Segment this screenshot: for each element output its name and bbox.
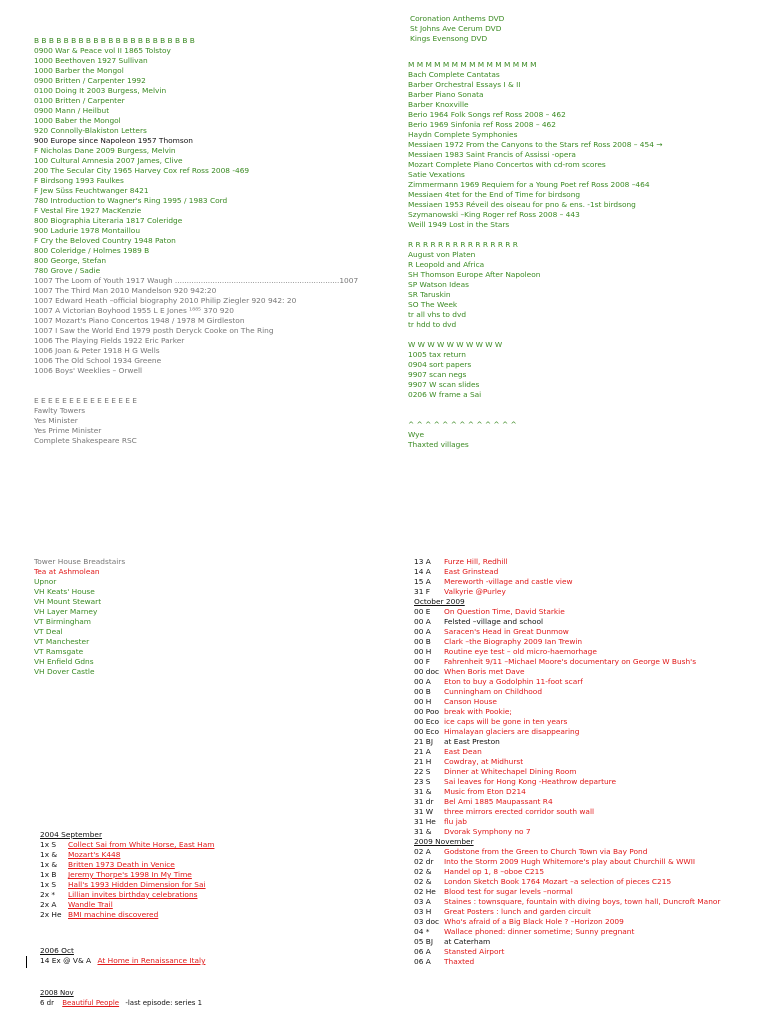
november-2008-heading: 2008 Nov [40, 989, 74, 997]
entry-text: Who's afraid of a Big Black Hole ? –Horizon 2009 [444, 917, 624, 926]
entry-prefix: 31 W [414, 807, 434, 816]
text-cursor [26, 956, 27, 968]
list-item: Kings Evensong DVD [410, 34, 488, 43]
entry-text: Cunningham on Childhood [444, 687, 543, 696]
list-item [414, 897, 764, 907]
list-item [40, 900, 400, 910]
list-item: Zimmermann 1969 Requiem for a Young Poet ref Ross 2008 –464 [408, 180, 650, 189]
entry-prefix: 00 Eco [414, 717, 440, 726]
list-item: Szymanowski –King Roger ref Ross 2008 – 443 [408, 210, 580, 219]
list-item: 780 Introduction to Wagner's Ring 1995 / 1983 Cord [34, 196, 228, 205]
list-item [414, 907, 764, 917]
list-item: 0900 Britten / Carpenter 1992 [34, 76, 146, 85]
list-item: VH Enfield Gdns [34, 657, 94, 666]
entry-prefix: 00 Poo [414, 707, 439, 716]
entry-prefix: 00 Eco [414, 727, 440, 736]
list-item: F Nicholas Dane 2009 Burgess, Melvin [34, 146, 176, 155]
entry-prefix: 00 A [414, 627, 431, 636]
bottom-left-column [34, 557, 394, 677]
entry-prefix: 00 A [414, 677, 431, 686]
entry-prefix: 31 F [414, 587, 431, 596]
section-heading: 2009 November [414, 837, 474, 846]
entry-prefix: 03 A [414, 897, 431, 906]
list-item: 200 The Secular City 1965 Harvey Cox ref Ross 2008 -469 [34, 166, 250, 175]
list-item: 1007 Mozart's Piano Concertos 1948 / 1978 M Girdleston [34, 316, 245, 325]
entry-prefix: 06 A [414, 947, 431, 956]
list-item: W W W W W W W W W W [408, 340, 503, 349]
entry-text: Dvorak Symphony no 7 [444, 827, 531, 836]
entry-text: Clark –the Biography 2009 Ian Trewin [444, 637, 583, 646]
list-item [414, 927, 764, 937]
entry-prefix: 02 & [414, 867, 432, 876]
list-item [34, 386, 394, 396]
list-item: 1005 tax return [408, 350, 466, 359]
list-item [414, 847, 764, 857]
september-2004-section [40, 830, 400, 920]
list-item: R Leopold and Africa [408, 260, 485, 269]
entry-prefix: 21 A [414, 747, 431, 756]
list-item [414, 807, 764, 817]
list-item [414, 857, 764, 867]
entry-prefix: 02 dr [414, 857, 434, 866]
list-item: 0100 Doing It 2003 Burgess, Melvin [34, 86, 167, 95]
list-item: 1007 The Third Man 2010 Mandelson 920 942:20 [34, 286, 217, 295]
entry-text: East Dean [444, 747, 482, 756]
list-item: SH Thomson Europe After Napoleon [408, 270, 541, 279]
list-item: 9907 scan negs [408, 370, 467, 379]
list-item [40, 860, 400, 870]
entry-prefix: 15 A [414, 577, 431, 586]
list-item: Fawlty Towers [34, 406, 86, 415]
entry-prefix: 31 & [414, 827, 432, 836]
entry-text: Fahrenheit 9/11 –Michael Moore's documentary on George W Bush's [444, 657, 697, 666]
list-item [40, 870, 400, 880]
entry-text: Stansted Airport [444, 947, 505, 956]
list-item: Thaxted villages [408, 440, 469, 449]
list-item: 1006 Joan & Peter 1918 H G Wells [34, 346, 160, 355]
list-item: F Vestal Fire 1927 MacKenzie [34, 206, 142, 215]
entry-link[interactable]: BMI machine discovered [68, 910, 159, 919]
list-item: Berio 1969 Sinfonia ref Ross 2008 – 462 [408, 120, 556, 129]
entry-prefix: 1x & [40, 860, 58, 869]
list-item: 800 Coleridge / Holmes 1989 B [34, 246, 150, 255]
september-2004-heading: 2004 September [40, 830, 103, 839]
entry-text: Into the Storm 2009 Hugh Whitemore's play about Churchill & WWII [444, 857, 696, 866]
list-item: SO The Week [408, 300, 458, 309]
list-item [414, 827, 764, 837]
entry-text: Saracen's Head in Great Dunmow [444, 627, 569, 636]
list-item: B B B B B B B B B B B B B B B B B B B B B B [34, 36, 195, 45]
list-item: tr all vhs to dvd [408, 310, 467, 319]
list-item: M M M M M M M M M M M M M M M [408, 60, 537, 69]
entry-link[interactable]: Hall's 1993 Hidden Dimension for Sai [68, 880, 206, 889]
list-item: Messiaen 1983 Saint Francis of Assissi -opera [408, 150, 576, 159]
list-item [414, 557, 764, 567]
top-right-header [410, 14, 750, 44]
list-item [414, 667, 764, 677]
list-item [414, 817, 764, 827]
list-item: 0100 Britten / Carpenter [34, 96, 125, 105]
entry-prefix: 00 H [414, 647, 432, 656]
list-item: Barber Piano Sonata [408, 90, 484, 99]
entry-text: at East Preston [444, 737, 500, 746]
entry-prefix: 23 S [414, 777, 431, 786]
list-item [414, 887, 764, 897]
list-item: 1000 Barber the Mongol [34, 66, 124, 75]
entry-prefix: 1x S [40, 880, 57, 889]
entry-text: Staines : townsquare, fountain with diving boys, town hall, Duncroft Manor [444, 897, 721, 906]
entry-prefix: 1x & [40, 850, 58, 859]
list-item: E E E E E E E E E E E E E E E [34, 396, 137, 405]
list-item [414, 777, 764, 787]
list-item: tr hdd to dvd [408, 320, 457, 329]
entry-prefix: 02 A [414, 847, 431, 856]
bottom-right-column [414, 557, 764, 967]
list-item: VH Mount Stewart [34, 597, 102, 606]
entry-text: When Boris met Dave [444, 667, 525, 676]
entry-text: East Grinstead [444, 567, 499, 576]
entry-text: Mereworth -village and castle view [444, 577, 573, 586]
entry-prefix: 31 & [414, 787, 432, 796]
list-item: 1007 Edward Heath –official biography 2010 Philip Ziegler 920 942: 20 [34, 296, 297, 305]
entry-prefix: 22 S [414, 767, 431, 776]
entry-link[interactable]: Collect Sai from White Horse, East Ham [68, 840, 215, 849]
list-item: VH Layer Marney [34, 607, 98, 616]
list-item: 1006 The Playing Fields 1922 Eric Parker [34, 336, 185, 345]
list-item: 0900 Mann / Heilbut [34, 106, 110, 115]
list-item: VH Keats' House [34, 587, 95, 596]
entry-prefix: 00 B [414, 687, 431, 696]
list-item [414, 687, 764, 697]
october-2006-entry [40, 956, 400, 966]
list-item [40, 840, 400, 850]
list-item: Yes Prime Minister [34, 426, 102, 435]
list-item [414, 677, 764, 687]
entry-prefix: 00 B [414, 637, 431, 646]
november-2008-section [40, 988, 400, 1008]
list-item: Mozart Complete Piano Concertos with cd-rom scores [408, 160, 606, 169]
list-item: 1006 The Old School 1934 Greene [34, 356, 162, 365]
list-item: 800 Biographia Literaria 1817 Coleridge [34, 216, 183, 225]
entry-prefix: 00 F [414, 657, 431, 666]
entry-link[interactable]: Beautiful People [62, 999, 120, 1007]
entry-text: at Caterham [444, 937, 491, 946]
list-item [414, 577, 764, 587]
list-item: 1000 Beethoven 1927 Sullivan [34, 56, 148, 65]
list-item [40, 890, 400, 900]
list-item: Weill 1949 Lost in the Stars [408, 220, 510, 229]
entry-suffix: -last episode: series 1 [125, 999, 203, 1007]
entry-link[interactable]: At Home in Renaissance Italy [97, 956, 206, 965]
list-item: 800 George, Stefan [34, 256, 107, 265]
entry-text: Canson House [444, 697, 497, 706]
list-item [414, 697, 764, 707]
entry-link[interactable]: Jeremy Thorpe's 1998 In My Time [68, 870, 192, 879]
list-item: VT Ramsgate [34, 647, 84, 656]
entry-prefix: 00 A [414, 617, 431, 626]
list-item: Barber Knoxville [408, 100, 469, 109]
entry-text: London Sketch Book 1764 Mozart –a selection of pieces C215 [444, 877, 672, 886]
list-item: ^ ^ ^ ^ ^ ^ ^ ^ ^ ^ ^ ^ ^ [408, 420, 517, 429]
list-item: Upnor [34, 577, 57, 586]
list-item: 0900 War & Peace vol II 1865 Tolstoy [34, 46, 171, 55]
list-item [414, 617, 764, 627]
entry-prefix: 00 doc [414, 667, 440, 676]
top-left-column [34, 36, 394, 446]
list-item [414, 717, 764, 727]
list-item: Coronation Anthems DVD [410, 14, 505, 23]
list-item: St Johns Ave Cerum DVD [410, 24, 502, 33]
list-item [40, 850, 400, 860]
list-item [414, 737, 764, 747]
list-item: VT Birmingham [34, 617, 91, 626]
entry-prefix: 05 BJ [414, 937, 434, 946]
entry-prefix: 2x A [40, 900, 57, 909]
list-item [414, 627, 764, 637]
list-item: 780 Grove / Sadie [34, 266, 101, 275]
list-item: 900 Europe since Napoleon 1957 Thomson [34, 136, 193, 145]
list-item: Messiaen 1972 From the Canyons to the Stars ref Ross 2008 – 454 → [408, 140, 663, 149]
list-item [414, 767, 764, 777]
list-item [414, 947, 764, 957]
list-item [414, 747, 764, 757]
list-item: Messiaen 4tet for the End of Time for birdsong [408, 190, 581, 199]
entry-text: break with Pookie; [444, 707, 512, 716]
list-item: 1000 Baber the Mongol [34, 116, 121, 125]
list-item [414, 637, 764, 647]
entry-link[interactable]: Lillian invites birthday celebrations [68, 890, 198, 899]
entry-prefix: 1x S [40, 840, 57, 849]
list-item [40, 910, 400, 920]
entry-text: Blood test for sugar levels –normal [444, 887, 573, 896]
entry-text: Felsted –village and school [444, 617, 544, 626]
entry-text: Dinner at Whitechapel Dining Room [444, 767, 577, 776]
list-item [414, 797, 764, 807]
list-item [34, 376, 394, 386]
entry-prefix: 03 H [414, 907, 432, 916]
entry-text: Music from Eton D214 [444, 787, 526, 796]
list-item: Satie Vexations [408, 170, 465, 179]
entry-prefix: 2x He [40, 910, 62, 919]
list-item: 9907 W scan slides [408, 380, 480, 389]
entry-text: Great Posters : lunch and garden circuit [444, 907, 591, 916]
entry-prefix: 31 He [414, 817, 436, 826]
list-item: VT Manchester [34, 637, 90, 646]
list-item [414, 917, 764, 927]
top-right-column [408, 60, 758, 450]
entry-prefix: 14 Ex @ V& A [40, 956, 92, 965]
entry-text: Cowdray, at Midhurst [444, 757, 524, 766]
entry-text: Himalayan glaciers are disappearing [444, 727, 580, 736]
entry-text: Godstone from the Green to Church Town via Bay Pond [444, 847, 648, 856]
list-item: 1007 A Victorian Boyhood 1955 L E Jones ¹⁸⁸⁵ 370 920 [34, 306, 234, 315]
entry-prefix: 14 A [414, 567, 431, 576]
list-item [414, 787, 764, 797]
entry-text: flu jab [444, 817, 467, 826]
list-item: Barber Orchestral Essays I & II [408, 80, 521, 89]
list-item [408, 400, 758, 410]
entry-prefix: 02 He [414, 887, 436, 896]
entry-text: Thaxted [444, 957, 475, 966]
entry-text: ice caps will be gone in ten years [444, 717, 568, 726]
entry-text: Eton to buy a Godolphin 11-foot scarf [444, 677, 583, 686]
entry-text: Wallace phoned: dinner sometime; Sunny pregnant [444, 927, 635, 936]
list-item [414, 567, 764, 577]
entry-prefix: 13 A [414, 557, 431, 566]
list-item [414, 757, 764, 767]
entry-text: Sai leaves for Hong Kong -Heathrow departure [444, 777, 617, 786]
list-item: Tea at Ashmolean [34, 567, 100, 576]
list-item: 900 Ladurie 1978 Montaillou [34, 226, 140, 235]
list-item: Tower House Breadstairs [34, 557, 126, 566]
entry-prefix: 6 dr [40, 999, 54, 1007]
list-item: 1007 The Loom of Youth 1917 Waugh ......................................................................1007 [34, 276, 359, 285]
entry-prefix: 1x B [40, 870, 57, 879]
entry-link[interactable]: Wandle Trail [68, 900, 113, 909]
list-item: 1007 I Saw the World End 1979 posth Deryck Cooke on The Ring [34, 326, 274, 335]
november-2008-entry [40, 998, 400, 1008]
list-item: R R R R R R R R R R R R R R R [408, 240, 518, 249]
list-item: Yes Minister [34, 416, 78, 425]
october-2006-section [40, 946, 400, 966]
list-item: 1006 Boys' Weeklies – Orwell [34, 366, 143, 375]
entry-text: On Question Time, David Starkie [444, 607, 565, 616]
list-item: 0206 W frame a Sai [408, 390, 482, 399]
list-item [414, 937, 764, 947]
list-item: August von Platen [408, 250, 476, 259]
entry-prefix: 31 dr [414, 797, 434, 806]
list-item [414, 867, 764, 877]
list-item: VH Dover Castle [34, 667, 95, 676]
entry-prefix: 06 A [414, 957, 431, 966]
list-item [414, 957, 764, 967]
entry-text: Handel op 1, 8 –oboe C215 [444, 867, 545, 876]
list-item: 100 Cultural Amnesia 2007 James, Clive [34, 156, 183, 165]
list-item: SP Watson Ideas [408, 280, 469, 289]
october-2006-heading: 2006 Oct [40, 946, 74, 955]
entry-link[interactable]: Mozart's K448 [68, 850, 121, 859]
entry-prefix: 04 * [414, 927, 430, 936]
section-heading: October 2009 [414, 597, 465, 606]
entry-prefix: 21 BJ [414, 737, 434, 746]
entry-prefix: 00 H [414, 697, 432, 706]
list-item [414, 587, 764, 597]
entry-prefix: 00 E [414, 607, 431, 616]
entry-prefix: 02 & [414, 877, 432, 886]
list-item [414, 647, 764, 657]
list-item: Bach Complete Cantatas [408, 70, 500, 79]
list-item: Haydn Complete Symphonies [408, 130, 518, 139]
entry-prefix: 2x * [40, 890, 56, 899]
list-item: Complete Shakespeare RSC [34, 436, 137, 445]
list-item: Messiaen 1953 Réveil des oiseau for pno & ens. -1st birdsong [408, 200, 636, 209]
list-item [414, 707, 764, 717]
list-item: F Jew Süss Feuchtwanger 8421 [34, 186, 149, 195]
list-item [414, 657, 764, 667]
list-item [414, 727, 764, 737]
entry-prefix: 21 H [414, 757, 432, 766]
list-item [414, 607, 764, 617]
entry-text: three mirrors erected corridor south wall [444, 807, 595, 816]
list-item: VT Deal [34, 627, 63, 636]
entry-text: Furze Hill, Redhill [444, 557, 508, 566]
list-item: F Cry the Beloved Country 1948 Paton [34, 236, 176, 245]
list-item [408, 330, 758, 340]
list-item: F Birdsong 1993 Faulkes [34, 176, 124, 185]
list-item [408, 410, 758, 420]
list-item: Berio 1964 Folk Songs ref Ross 2008 – 462 [408, 110, 566, 119]
list-item: SR Taruskin [408, 290, 451, 299]
list-item [414, 877, 764, 887]
list-item: Wye [408, 430, 425, 439]
list-item [408, 230, 758, 240]
entry-text: Valkyrie @Purley [444, 587, 506, 596]
entry-prefix: 03 doc [414, 917, 440, 926]
list-item: 920 Connolly-Blakiston Letters [34, 126, 147, 135]
entry-link[interactable]: Britten 1973 Death in Venice [68, 860, 175, 869]
entry-text: Bel Ami 1885 Maupassant R4 [444, 797, 553, 806]
list-item [40, 880, 400, 890]
entry-text: Routine eye test – old micro-haemorhage [444, 647, 597, 656]
list-item: 0904 sort papers [408, 360, 472, 369]
